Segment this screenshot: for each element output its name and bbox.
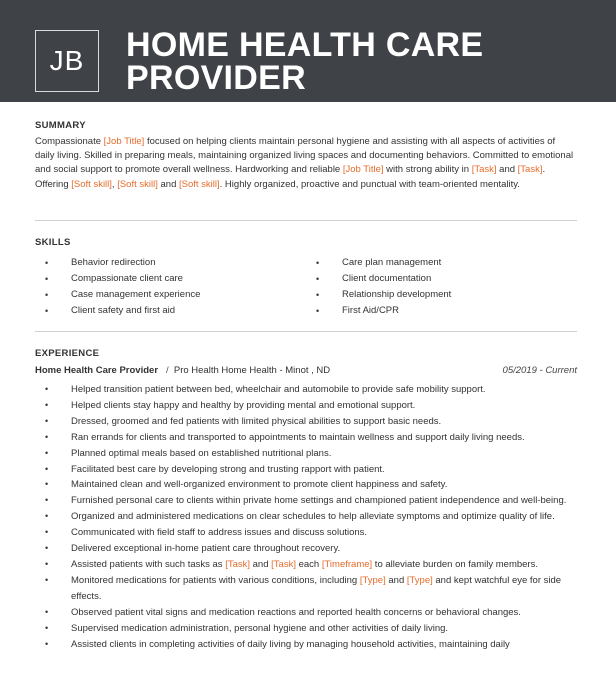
experience-bullet [35, 573, 577, 605]
experience-bullet [35, 509, 577, 525]
text-segment: . Highly organized, proactive and punctual with team-oriented mentality. [219, 178, 520, 190]
skill-label: Client documentation [342, 273, 432, 284]
bullet-icon: • [45, 574, 49, 585]
experience-bullet [35, 477, 577, 493]
text-segment: Furnished personal care to clients within private home settings and championed patient independence and well-being. [71, 495, 567, 507]
summary-section [35, 120, 577, 192]
text-segment: Ran errands for clients and transported to appointments to maintain wellness and support daily living needs. [71, 431, 525, 443]
bullet-icon: • [45, 258, 49, 268]
divider [35, 220, 577, 221]
experience-bullets [35, 382, 577, 652]
bullet-icon: • [316, 258, 320, 268]
text-segment: Communicated with field staff to address issues and discuss solutions. [71, 527, 368, 539]
bullet-icon: • [45, 543, 49, 554]
candidate-title: HOME HEALTH CARE PROVIDER [126, 26, 484, 97]
placeholder-text: [Job Title] [103, 136, 145, 147]
experience-bullet [35, 493, 577, 509]
divider [35, 331, 577, 332]
text-segment: and [385, 574, 407, 586]
experience-section [35, 348, 577, 652]
experience-bullet [35, 637, 577, 653]
experience-bullet [35, 430, 577, 446]
experience-bullet [35, 446, 577, 462]
placeholder-text: [Timeframe] [321, 558, 373, 570]
bullet-icon: • [45, 274, 49, 284]
text-segment: and [250, 558, 272, 570]
bullet-icon: • [316, 306, 320, 316]
skills-list [35, 255, 577, 325]
job-title: Home Health Care Provider [35, 365, 159, 376]
placeholder-text: [Soft skill] [117, 178, 158, 190]
text-segment: Observed patient vital signs and medication reactions and reported health concerns or behavioral changes. [71, 606, 521, 618]
placeholder-text: [Job Title] [342, 164, 384, 176]
text-segment: focused on helping clients maintain personal hygiene and assisting with all aspects of activities of daily living. Skilled in preparing meals, maintaining organized living spaces and documenting behaviors. Committed to emotional and social support to promote overall wellness. Hardworking and reliable [35, 136, 574, 176]
bullet-icon: • [45, 415, 49, 426]
text-segment: and kept watchful eye for side effects. [71, 574, 562, 602]
text-segment: Maintained clean and well-organized environment to promote client happiness and safety. [71, 479, 448, 491]
placeholder-text: [Task] [517, 164, 543, 176]
text-segment: , [111, 178, 118, 190]
experience-bullet [35, 382, 577, 398]
placeholder-text: [Type] [406, 574, 433, 586]
text-segment: Delivered exceptional in-home patient care throughout recovery. [71, 543, 341, 555]
text-segment: each [295, 558, 322, 570]
bullet-icon: • [45, 399, 49, 410]
text-segment: Assisted patients with such tasks as [71, 558, 226, 570]
text-segment: Facilitated best care by developing strong and trusting rapport with patient. [71, 463, 385, 475]
placeholder-text: [Soft skill] [179, 178, 220, 190]
text-segment: Assisted clients in completing activities of daily living by managing household activities, maintaining daily [71, 638, 510, 650]
experience-heading: EXPERIENCE [35, 348, 100, 359]
initials-monogram: JB [35, 30, 99, 92]
bullet-icon: • [316, 290, 320, 300]
bullet-icon: • [45, 463, 49, 474]
skill-label: Compassionate client care [71, 273, 183, 284]
experience-bullet [35, 398, 577, 414]
experience-bullet [35, 605, 577, 621]
experience-bullet [35, 541, 577, 557]
text-segment: . Offering [35, 164, 546, 190]
summary-paragraph [35, 135, 577, 192]
text-segment: to alleviate burden on family members. [372, 558, 538, 570]
text-segment: Organized and administered medications on clear schedules to help alleviate symptoms and optimize quality of life. [71, 511, 555, 523]
bullet-icon: • [45, 622, 49, 633]
skills-heading: SKILLS [35, 237, 71, 248]
skill-label: Client safety and first aid [71, 305, 176, 316]
bullet-icon: • [45, 606, 49, 617]
experience-bullet [35, 621, 577, 637]
bullet-icon: • [45, 290, 49, 300]
bullet-icon: • [45, 495, 49, 506]
text-segment: and [157, 178, 179, 190]
placeholder-text: [Soft skill] [71, 178, 112, 190]
bullet-icon: • [45, 511, 49, 522]
job-separator: / [165, 365, 169, 376]
bullet-icon: • [45, 558, 49, 569]
text-segment: Planned optimal meals based on established nutritional plans. [71, 447, 332, 459]
skill-label: First Aid/CPR [342, 305, 400, 316]
text-segment: Dressed, groomed and fed patients with limited physical abilities to support basic needs. [71, 415, 442, 427]
text-segment: and [496, 164, 518, 176]
bullet-icon: • [45, 384, 49, 394]
bullet-icon: • [45, 479, 49, 490]
skill-label: Behavior redirection [71, 257, 156, 268]
employer: Pro Health Home Health - Minot , ND [173, 365, 331, 376]
placeholder-text: [Type] [359, 574, 386, 586]
bullet-icon: • [45, 447, 49, 458]
experience-bullet [35, 525, 577, 541]
resume-header [0, 0, 616, 102]
bullet-icon: • [45, 638, 49, 649]
placeholder-text: [Task] [271, 558, 296, 570]
placeholder-text: [Task] [471, 164, 497, 176]
bullet-icon: • [316, 274, 320, 284]
experience-bullet [35, 557, 577, 573]
summary-heading: SUMMARY [35, 120, 86, 131]
placeholder-text: [Task] [225, 558, 250, 570]
text-segment: Helped transition patient between bed, wheelchair and automobile to provide safe mobility support. [71, 384, 486, 395]
experience-bullet [35, 414, 577, 430]
job-header [35, 365, 577, 379]
skill-label: Case management experience [71, 289, 201, 300]
text-segment: with strong ability in [383, 164, 472, 176]
text-segment: Helped clients stay happy and healthy by providing mental and emotional support. [71, 399, 416, 411]
skill-label: Relationship development [342, 289, 452, 300]
bullet-icon: • [45, 527, 49, 538]
experience-bullet [35, 462, 577, 478]
text-segment: Monitored medications for patients with various conditions, including [71, 574, 360, 586]
skills-section [35, 237, 577, 325]
bullet-icon: • [45, 306, 49, 316]
bullet-icon: • [45, 431, 49, 442]
text-segment: Supervised medication administration, personal hygiene and other activities of daily living. [71, 622, 449, 634]
job-dates: 05/2019 - Current [502, 365, 577, 376]
skill-label: Care plan management [342, 257, 442, 268]
text-segment: Compassionate [35, 136, 104, 147]
